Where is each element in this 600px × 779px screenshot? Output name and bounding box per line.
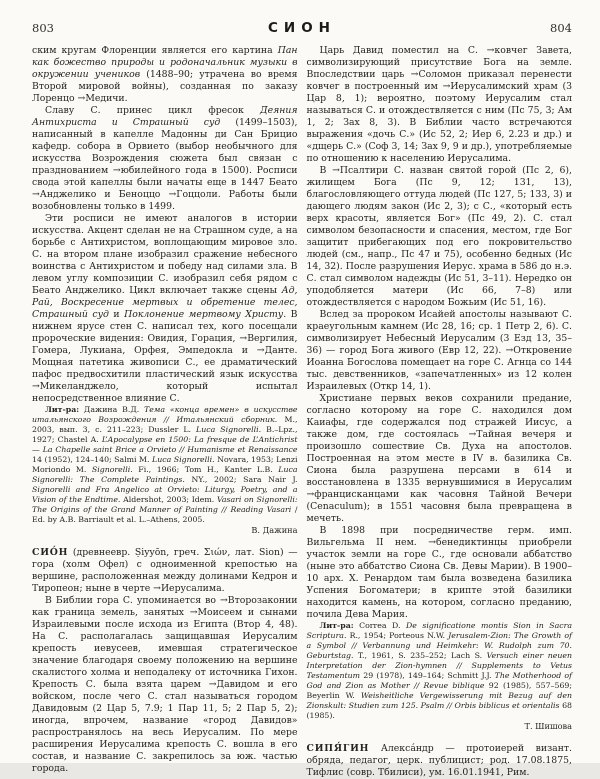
italic-text: Luca Signorelli: The Complete Paintings. xyxy=(32,465,298,484)
text-segment: (древнеевр. Ṣiyyōn, греч. Σιών, лат. Sion) — гора (холм Офел) с одноименной крепостью на вершине, расположенная между долинами Кедрон и Тиропеон; ныне в черте →Иерусалима. xyxy=(32,547,298,594)
text-segment: Novara, 1953; Lenzi Moriondo M. xyxy=(32,455,298,474)
italic-text: Weisheitliche Vergewisserung mit Bezug auf den Zionskult: Studien zum 125. Psalm // Orbis biblicus et orientalis xyxy=(306,691,572,710)
text-segment: Эти росписи не имеют аналогов в истории искусства. Акцент сделан не на Страшном суде, а на борьбе с Антихристом, воплощающим мировое зло. С. на втором плане изобразил сражение небесного воинства с Антихристом и победу над силами зла. В левом углу композиции С. изобразил себя рядом с Беато Анджелико. Цикл включает также сцены xyxy=(32,213,298,296)
text-segment: Славу С. принес цикл фресок xyxy=(45,105,261,116)
text-segment: Correa D. xyxy=(353,621,406,630)
italic-text: Ад, Рай, Воскресение мертвых и обретение телес, Страшный суд xyxy=(32,285,298,320)
text-segment: Вслед за пророком Исайей апостолы называют С. краеугольным камнем (Ис 28, 16; ср. 1 Петр 2, 6). С. символизирует Небесный Иерусалим (3 Езд 13, 35–36) — город Бога живого (Евр 12, 22). →Откровение Иоанна Богослова помещает на горе С. Агнца со 144 тыс. девственников, «запечатленных» из 12 колен Израилевых (Откр 14, 1). xyxy=(306,309,572,392)
entry-paragraph xyxy=(307,743,573,779)
text-segment: Дажина В.Д. xyxy=(79,405,145,414)
text-segment: (1488–90; утрачена во время Второй мировой войны), созданная по заказу Лоренцо →Медичи. xyxy=(32,69,298,104)
text-segment: / Ed. by A.B. Barriault et al. L.–Athens, 2005. xyxy=(32,505,298,524)
text-segment: . В нижнем ярусе стен С. написал тех, кого посещали пророческие видения: Овидия, Горация, →Вергилия, Гомера, Лукиана, Орфея, Эмпедокла и →Данте. Мощная патетика живописи С., ее драматический пафос предвосхитили пластический язык искусства →Микеланджело, который испытал непосредственное влияние С. xyxy=(32,309,298,404)
text-segment: Царь Давид поместил на С. →ковчег Завета, символизирующий присутствие Бога на земле. Впоследствии царь →Соломон приказал перенести ковчег в построенный им →Иерусалимский храм (3 Цар 8, 1); вероятно, поэтому Иерусалим стал называться С. и отождествляется с ним (Пс 75, 3; Ам 1, 2; Зах 8, 3). В Библии часто встречаются выражения «дочь С.» (Ис 52, 2; Иер 6, 2.23 и др.) и «дщерь С.» (Соф 3, 14; Зах 9, 9 и др.), употребляемые по отношению к населению Иерусалима. xyxy=(306,45,572,164)
italic-text: Поклонение мертвому Христу xyxy=(124,309,284,320)
text-segment: В Библии гора С. упоминается во →Второзаконии как граница земель, занятых →Моисеем и сынами Израилевыми после исхода из Египта (Втор 4, 48). На С. располагалась защищавшая Иерусалим крепость иевусеев, имевшая стратегическое значение благодаря своему положению на вершине скалистого холма и неподалеку от источника Гихон. Крепость С. была взята царем →Давидом и его войском, после чего С. стал называться городом Давидовым (2 Цар 5, 7.9; 1 Пар 11, 5; 2 Пар 5, 2); иногда, впрочем, название «город Давидов» распространялось на весь Иерусалим. По мере расширения Иерусалима крепость С. вошла в его состав, и название С. закрепилось за юж. частью города. xyxy=(32,595,298,774)
bold-label: Лит-ра: xyxy=(45,405,80,414)
text-segment: Т. Шишова xyxy=(524,721,572,731)
author-signature xyxy=(307,721,573,732)
text-columns xyxy=(32,45,572,779)
text-segment: 68 (1985). xyxy=(306,701,572,720)
italic-text: Luca Signorelli. xyxy=(152,455,215,464)
running-title: СИОН xyxy=(268,20,336,36)
text-segment: 92 (1985), 557–569; Beyerlin W. xyxy=(306,681,572,700)
entry-headword: СИО́Н xyxy=(32,547,69,558)
bold-label: Лит-ра: xyxy=(319,621,354,630)
body-paragraph xyxy=(32,595,298,775)
text-segment: ским кругам Флоренции является его картина xyxy=(32,45,278,56)
italic-text: Luca Signorelli. xyxy=(196,425,262,434)
text-segment: и xyxy=(108,309,125,320)
italic-text: L’Apocalypse en 1500: La fresque de L’Antichrist — La Chapelle saint Brice a Orvieto // Humanisme et Renaissance xyxy=(32,435,298,454)
italic-text: Деяния Антихриста и Страшный суд xyxy=(32,105,298,128)
body-paragraph xyxy=(307,45,573,165)
entry-headword: СИПЯ́ГИН xyxy=(306,743,370,754)
text-segment: В 1898 при посредничестве герм. имп. Вильгельма II нем. →бенедиктинцы приобрели участок земли на горе С., где основали аббатство (ныне это аббатство Сиона Св. Девы Марии). В 1900–10 арх. Х. Ренардом там была возведена базилика Успения Богоматери; в крипте этой базилики находится камень, на котором, согласно преданию, почила Дева Мария. xyxy=(306,525,572,620)
italic-text: De significatione montis Sion in Sacra Scriptura. xyxy=(306,621,572,640)
italic-text: Jerusalem-Zion: The Growth of a Symbol // Verbannung und Heimkehr: W. Rudolph zum 70. Geburtstag. xyxy=(306,631,573,660)
page-header xyxy=(32,20,572,36)
body-paragraph xyxy=(307,525,573,621)
right-column xyxy=(307,45,573,779)
bibliography xyxy=(307,621,573,721)
italic-text: Versuch einer neuen Interpretation der Zion-hymnen // Supplements to Vetus Testamentum xyxy=(306,651,572,680)
text-segment: Aldershot, 2003; Idem. xyxy=(120,495,217,504)
text-segment: М., 2003, вып. 3, с. 211–223; Dussler L. xyxy=(32,415,298,434)
text-segment: T., 1961, S. 235–252; Lach S. xyxy=(353,651,487,660)
text-segment: В →Псалтири С. назван святой горой (Пс 2, 6), жилищем Бога (Пс 9, 12; 131, 13), благословляющего оттуда людей (Пс 127, 5; 133, 3) и дающего людям закон (Ис 2, 3); с С., «который есть верх красоты, является Бог» (Пс 49, 2). С. стал символом безопасности и спасения, местом, где Бог защитит прибегающих под его покровительство людей (см., напр., Пс 47 и 75), особенно бедных (Ис 14, 32). После разрушения Иерус. храма в 586 до н.э. С. стал символом надежды (Ис 51, 3–11). Нередко он уподобляется матери (Ис 66, 7–8) или отождествляется с народом Божьим (Ис 51, 16). xyxy=(306,165,572,308)
italic-text: Signorelli. xyxy=(91,465,133,474)
text-segment: NY., 2002; Sara Nair J. xyxy=(184,475,298,484)
italic-text: Vasari on Signorelli: The Origins of the Grand Manner of Painting // Reading Vasari xyxy=(32,495,298,514)
text-segment: B.–Lpz., 1927; Chastel A. xyxy=(32,425,298,444)
body-paragraph xyxy=(32,45,298,105)
text-segment: Fi., 1966; Tom H., Kanter L.B. xyxy=(132,465,279,474)
text-segment: Христиане первых веков сохранили предание, согласно которому на горе С. находился дом Каиафы, где содержался под стражей Иисус, а также дом, где состоялась →Тайная вечеря и произошло сошествие Св. Духа на апостолов. Построенная на этом месте в IV в. базилика Св. Сиона была разрушена персами в 614 и восстановлена в 1335 вернувшимися в Иерусалим →францисканцами как часовня Тайной Вечери (Cenaculum); в 1551 часовня была превращена в мечеть. xyxy=(306,393,572,524)
body-paragraph xyxy=(32,213,298,405)
italic-text: Пан как божество природы и родоначальник музыки в окружении учеников xyxy=(32,45,298,80)
text-segment: Алекса́ндр — протоиерей визант. обряда, педагог, церк. публицист; род. 17.08.1875, Тифлис (совр. Тбилиси), ум. 16.01.1941, Рим. xyxy=(306,743,572,778)
text-segment: 14 (1952), 124–140; Salmi M. xyxy=(32,455,153,464)
body-paragraph xyxy=(307,165,573,309)
text-segment: (1499–1503), написанный в капелле Мадонны ди Сан Брицио кафедр. собора в Орвието (выбор необычного для искусства Возрождения сюжета был связан с празднованием →юбилейного года в 1500). Росписи свода этой капеллы были начаты еще в 1447 Беато →Анджелико и Беноццо →Гоццоли. Работы были возобновлены только в 1499. xyxy=(32,117,298,212)
body-paragraph xyxy=(32,105,298,213)
page-number-left: 803 xyxy=(32,21,54,35)
bibliography xyxy=(32,405,298,525)
page-number-right: 804 xyxy=(550,21,572,35)
entry-paragraph xyxy=(32,547,298,595)
body-paragraph xyxy=(307,309,573,393)
italic-text: The Motherhood of God and Zion as Mother // Revue biblique xyxy=(306,671,572,690)
text-segment: В. Дажина xyxy=(251,525,298,535)
author-signature xyxy=(32,525,298,536)
left-column xyxy=(32,45,298,779)
text-segment: R., 1954; Porteous N.W. xyxy=(346,631,449,640)
text-segment: 29 (1978), 149–164; Schmitt J.J. xyxy=(360,671,495,680)
italic-text: Тема «конца времен» в искусстве итальянского Возрождения // Итальянский сборник. xyxy=(32,405,298,424)
body-paragraph xyxy=(307,393,573,525)
italic-text: Signorelli and Fra Angelico at Orvieto: Liturgy, Poetry, and a Vision of the Endtime. xyxy=(32,485,298,504)
